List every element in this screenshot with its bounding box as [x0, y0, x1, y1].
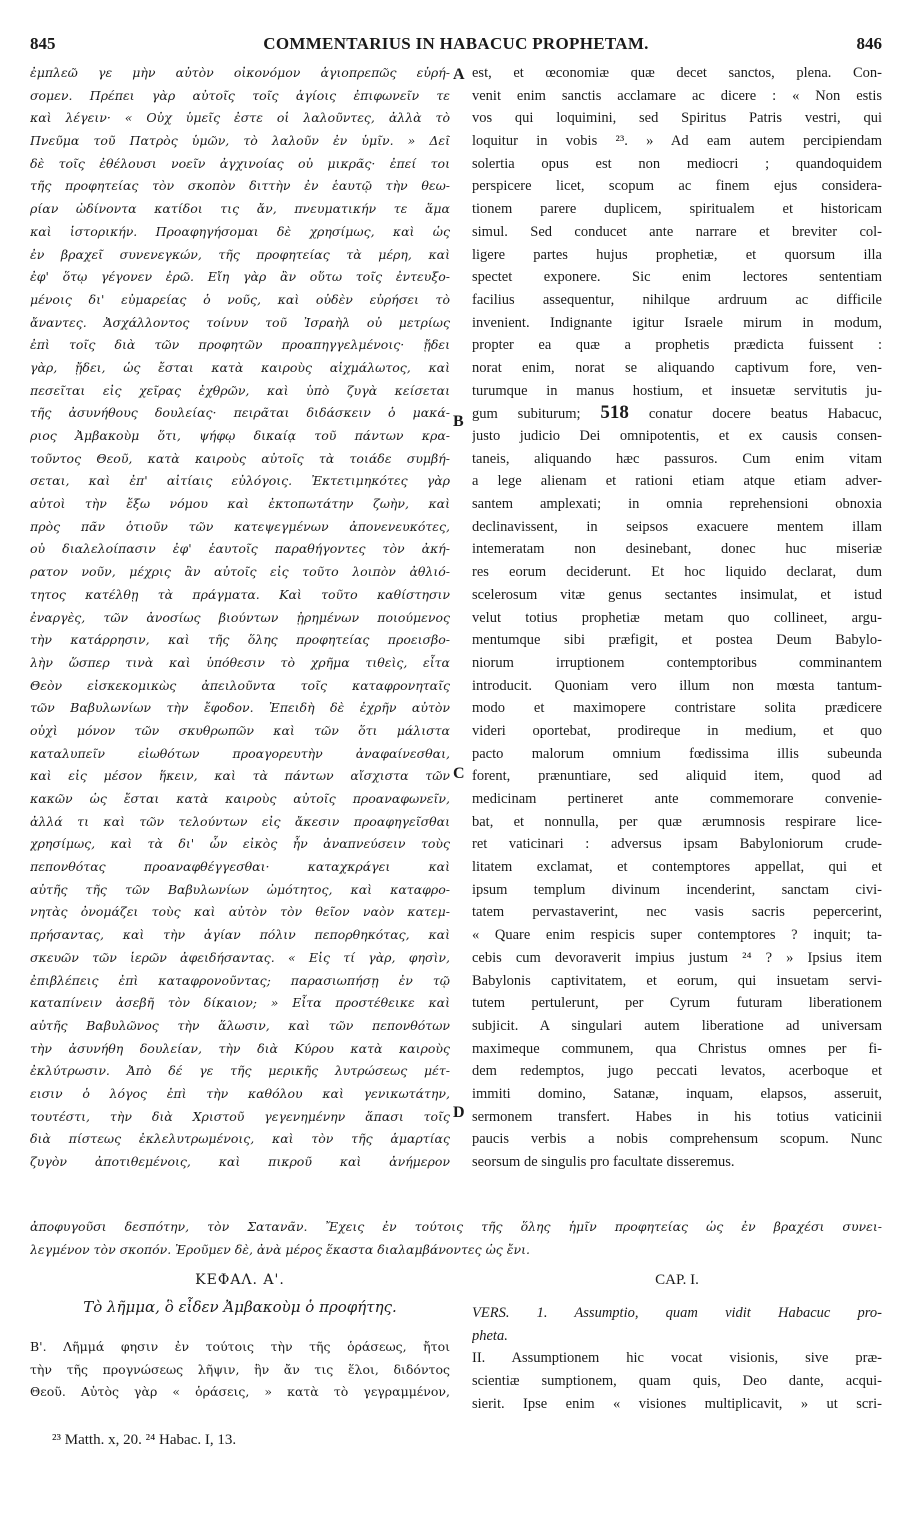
text-line: mentumque sibi præfigit, et postea Deum Babylo-	[472, 632, 882, 649]
text-line: scientiæ sumptionem, quam quis, Deo dante, acqui-	[472, 1373, 882, 1390]
text-line: Babylonis captivitatem, et eorum, qui insuetam servi-	[472, 972, 882, 989]
latin-column	[472, 62, 882, 1174]
column-number: 518	[600, 402, 629, 424]
text-line: litatem exclamat, et contemptores appellat, qui et	[472, 859, 882, 876]
text-line: spectet exponere. Sic enim lectores sententiam	[472, 269, 882, 286]
text-line: τὴν ἀσυνήθη δουλείαν, τὴν διὰ Κύρου κατὰ καιροὺς	[30, 1040, 450, 1056]
text-line: Θεὸν εἰσκεκομικὼς ἀπειλοῦντα τοῖς καταφρονηταῖς	[30, 677, 450, 693]
text-line: Β'. Λῆμμά φησιν ἐν τούτοις τὴν τῆς ὁράσεως, ἤτοι	[30, 1339, 450, 1354]
text-line: νητὰς ὀνομάζει τοὺς καὶ αὐτὸν τὸν θεῖον ναὸν κατεμ-	[30, 904, 450, 920]
text-line: τῆς ἀσυνήθους δουλείας· πειρᾶται διδάσκειν ὁ μακά-	[30, 405, 450, 421]
text-line: κακῶν ὡς ἔσται κατὰ καιροὺς αὐτοῖς προαναφωνεῖν,	[30, 791, 450, 806]
text-line: τῆς προφητείας τὸν σκοπὸν διττὴν ἐν ἑαυτῷ τὴν θεω-	[30, 178, 450, 194]
text-line: Θεοῦ. Αὐτὸς γὰρ « ὁράσεις, » κατὰ τὸ γεγραμμένον,	[30, 1384, 450, 1400]
text-line: καὶ εἰς μέσον ἥκειν, καὶ τὰ πάντων αἴσχιστα τῶν	[30, 768, 450, 784]
text-line: loquitur in vobis ²³. » Ad eam autem percipiendam	[472, 133, 882, 150]
text-line: seorsum de singulis pro facultate disseremus.	[472, 1154, 735, 1170]
text-line: taneis, aliquando hæc passuros. Cum enim vitam	[472, 450, 882, 467]
text-line: δὲ τοῖς ἐθέλουσι νοεῖν ἀγχινοίας οὐ μικρᾶς· ἐπεί τοι	[30, 155, 450, 171]
text-line: norat enim, norat se aliquando captivum fore, ven-	[472, 359, 882, 376]
text-line: ἐν βραχεῖ συνενεγκών, τῆς προφητείας τὰ μέρη, καὶ	[30, 246, 450, 262]
text-line: pacto malorum omnium fœdissima illis subeunda	[472, 745, 882, 762]
text-line: subjicit. A singulari autem liberatione ad universam	[472, 1017, 882, 1034]
text-line: pheta.	[472, 1327, 508, 1344]
text-line: ἀλλά τι καὶ τῶν τελούντων εἰς ἄκεσιν προαφηγεῖσθαι	[30, 813, 450, 829]
text-line: τητος κατέλθῃ τὰ πράγματα. Καὶ τοῦτο καθίστησιν	[30, 586, 450, 602]
text-line: ζυγὸν ἀποτιθεμένοις, καὶ πικροῦ καὶ ἀνήμερον	[30, 1154, 450, 1169]
text-line: καταπίνειν ἀσεβῆ τὸν δίκαιον; » Εἶτα προστέθεικε καὶ	[30, 995, 450, 1011]
text-line: ἐκλύτρωσιν. Ἀπὸ δέ γε τῆς μερικῆς λυτρώσεως μέτ-	[30, 1063, 450, 1079]
text-line: λεγμένον τὸν σκοπόν. Ἐροῦμεν δὲ, ἀνὰ μέρος ἕκαστα διαλαμβάνοντες ὡς ἔνι.	[30, 1241, 530, 1257]
text-line: σεται, καὶ ἐπ' αἰτίαις εὐλόγοις. Ἐκτετιμηκότες γὰρ	[30, 473, 450, 489]
text-line: medicinam pertineret ante commemorare convenie-	[472, 791, 882, 807]
text-line: ἄναντες. Ἀσχάλλοντος τοίνυν τοῦ Ἰσραὴλ οὐ μετρίως	[30, 314, 450, 330]
text-line: forent, prænuntiare, sed aliquid item, quod ad	[472, 768, 882, 785]
text-line: turumque in manus hostium, et insuetæ servitutis ju-	[472, 382, 882, 399]
text-line: niorum irruptionem contemptoribus comminantem	[472, 654, 882, 671]
text-line: tatem pervastaverint, nec vasis sacris pepercerint,	[472, 904, 882, 921]
text-line: solertia opus est non mediocri ; quandoquidem	[472, 155, 882, 172]
text-line: a lege alienam et rationi etiam atque etiam adver-	[472, 473, 882, 490]
text-line: modo et maximopere contristare solita prædicere	[472, 700, 882, 717]
text-line: αὐτῆς Βαβυλῶνος τὴν ἅλωσιν, καὶ τῶν πεπονθότων	[30, 1017, 450, 1033]
text-line: santem amplexati; in omnia reprehensioni obnoxia	[472, 496, 882, 513]
text-line: γὰρ, ᾔδει, ὡς ἔσται κατὰ καιροὺς αἰχμάλωτος, καὶ	[30, 359, 450, 375]
text-line: αὐτῆς τῆς τῶν Βαβυλωνίων ὠμότητος, καὶ καταφρο-	[30, 881, 450, 897]
text-line: λὴν ὥσπερ τινὰ καὶ ὑπόθεσιν τὸ χρῆμα τιθεὶς, εἶτα	[30, 654, 450, 670]
text-line: διὰ πίστεως ἐκλελυτρωμένοις, καὶ τὸν τῆς ἁμαρτίας	[30, 1131, 450, 1147]
text-line: ligere partes hujus prophetiæ, et quorsum illa	[472, 246, 882, 263]
text-line: tutem pertulerunt, per Cyrum futuram liberationem	[472, 995, 882, 1012]
text-line: immiti domino, Satanæ, inquam, elapsos, asseruit,	[472, 1085, 882, 1102]
text-line: αὐτοὶ τὴν ἔξω νόμου καὶ ἐκτοπωτάτην ζωὴν, καὶ	[30, 496, 450, 512]
text-line: ipsum templum divinum incenderint, sanctam civi-	[472, 881, 882, 898]
text-line: videri oportebat, prodireque in medium, et quo	[472, 722, 882, 739]
text-line: « Quare enim respicis super contemptores ? inquit; ta-	[472, 927, 882, 944]
text-line: οὐ διαλελοίπασιν ἐφ' ἑαυτοῖς παραθήγοντες τὸν ἀκή-	[30, 541, 450, 557]
text-line	[472, 402, 882, 425]
text-line: καὶ ἱστορικήν. Προαφηγήσομαι δὲ χρησίμως, καὶ ὡς	[30, 223, 450, 239]
text-line: res eorum deciderunt. Et hoc liquido declarat, dum	[472, 564, 882, 581]
text-line: simul. Sed conducet ante narrare et breviter col-	[472, 223, 882, 240]
text-line: τῶν Βαβυλωνίων τὴν ἔφοδον. Ἐπειδὴ δὲ ἐχρῆν αὐτὸν	[30, 700, 450, 716]
text-line: sierit. Ipse enim « visiones multiplicavit, » ut scri-	[472, 1395, 882, 1412]
text-line: ἐμπλεῶ γε μὴν αὐτὸν οἰκονόμον ἁγιοπρεπῶς εὑρή-	[30, 65, 450, 80]
chapter-title-latin: CAP. I.	[655, 1272, 699, 1288]
text-line: ρατον νοῦν, μέχρις ἂν αὐτοῖς εἰς τοῦτο λοιπὸν ἀθλιό-	[30, 564, 450, 580]
text-line: perspicere licet, scopum ac finem ejus considera-	[472, 178, 882, 195]
page-header	[30, 34, 882, 58]
running-title: COMMENTARIUS IN HABACUC PROPHETAM.	[263, 34, 649, 53]
text-line: πεσεῖται εἰς χεῖρας ἐχθρῶν, καὶ ὑπὸ ζυγὰ κείσεται	[30, 382, 450, 398]
text-line: πρὸς πᾶν ὁτιοῦν τῶν κατεψεγμένων ἀπονενευκότες,	[30, 518, 450, 534]
text-line: τὴν κατάρρησιν, καὶ τῆς ὅλης προφητείας προεισβο-	[30, 632, 450, 648]
text-line: ἐπὶ τοῖς διὰ τῶν προφητῶν προαπηγγελμένοις· ᾔδει	[30, 337, 450, 353]
footnotes: ²³ Matth. x, 20. ²⁴ Habac. I, 13.	[52, 1432, 237, 1448]
text-line-part: conatur docere beatus Habacuc,	[648, 406, 882, 423]
text-line: τὴν τῆς προγνώσεως λῆψιν, ἣν ἄν τις ἕλοι, διδόντος	[30, 1361, 450, 1377]
text-line: maximeque communem, qua Christus omnes per fi-	[472, 1040, 882, 1057]
chapter-lemma-greek: Τὸ λῆμμα, ὃ εἶδεν Ἀμβακοὺμ ὁ προφήτης.	[83, 1298, 397, 1316]
text-line: dem redemptos, jugo peccati levatos, acerboque et	[472, 1063, 882, 1080]
text-line: bat, et nonnulla, per quæ ærumnosis respirare lice-	[472, 813, 882, 830]
text-line: ἐφ' ὅτῳ γέγονεν ἐρῶ. Εἴη γὰρ ἂν οὕτω τοῖς ἐντευξο-	[30, 269, 450, 285]
text-line: σομεν. Πρέπει γὰρ αὐτοῖς τοῖς ἁγίοις ἐπιφωνεῖν τε	[30, 87, 450, 103]
text-line: facilius assequentur, nihilque ardruum ac difficile	[472, 291, 882, 308]
text-line: μένοις δι' εὐμαρείας ὁ νοῦς, καὶ οὐδὲν εὑρήσει τὸ	[30, 291, 450, 307]
page-number-right: 846	[856, 34, 882, 53]
greek-column	[30, 62, 450, 1174]
greek-commentary-start	[30, 1336, 450, 1404]
section-marker-d: D	[453, 1104, 465, 1121]
text-line: ρίαν ὠδίνοντα κατίδοι τις ἄν, πνευματικήν τε ἅμα	[30, 201, 450, 217]
page-number-left: 845	[30, 34, 56, 53]
text-line: est, et œconomiæ quæ decet sanctos, plena. Con-	[472, 65, 882, 81]
text-line: velut totius prophetiæ metam quo collineet, argu-	[472, 609, 882, 626]
text-line: οὐχὶ μόνον τῶν σκυθρωπῶν καὶ τῶν ὅτι μάλιστα	[30, 722, 450, 738]
text-line: ριος Ἀμβακοὺμ ὅτι, ψήφῳ δικαίᾳ τοῦ πάντων κρα-	[30, 428, 450, 443]
text-line: invenient. Indignante igitur Israele mirum in modum,	[472, 314, 882, 331]
latin-commentary-start	[472, 1302, 882, 1415]
text-line: καὶ λέγειν· « Οὐχ ὑμεῖς ἐστε οἱ λαλοῦντες, ἀλλὰ τὸ	[30, 110, 450, 126]
text-line: καταλυπεῖν εἰωθότων προαγορευτὴν ἀναφαίνεσθαι,	[30, 745, 450, 761]
text-line: paucis verbis a nobis comprehensum scopum. Nunc	[472, 1131, 882, 1148]
text-line: vos qui loquimini, sed Spiritus Patris vestri, qui	[472, 110, 882, 127]
text-line: Πνεῦμα τοῦ Πατρὸς ὑμῶν, τὸ λαλοῦν ἐν ὑμῖν. » Δεῖ	[30, 133, 450, 149]
text-line: venit enim sanctis acclamare ac dicere : « Non estis	[472, 87, 882, 104]
text-line: εισιν ὁ λόγος ἐπὶ τὴν καθόλου καὶ γενικωτάτην,	[30, 1085, 450, 1101]
text-line: intemeratam non desinebant, donec huc miseriæ	[472, 541, 882, 558]
text-line: ἀποφυγοῦσι δεσπότην, τὸν Σατανᾶν. Ἔχεις ἐν τούτοις τῆς ὅλης ἡμῖν προφητείας ὡς ἐν βραχέσι συνει-	[30, 1219, 882, 1234]
text-line: justo judicio Dei omnipotentis, et ex causis consen-	[472, 428, 882, 444]
text-line: propter ea quæ a prophetis prædicta fuissent :	[472, 337, 882, 354]
section-marker-c: C	[453, 765, 465, 782]
greek-spanning-lines	[30, 1216, 882, 1261]
text-line: τουτέστι, τὴν διὰ Χριστοῦ γεγενημένην ἅπασι τοῖς	[30, 1108, 450, 1124]
text-line: ἐναργὲς, τῶν ἀνοσίως βιούντων ᾐρημένων ποιούμενος	[30, 609, 450, 625]
text-line: σκευῶν τῶν ἱερῶν ἀφειδήσαντας. « Εἰς τί γὰρ, φησὶν,	[30, 949, 450, 965]
text-line: χρησίμως, καὶ τὰ δι' ὧν εἰκὸς ἦν ἀναπνεύσειν τοὺς	[30, 836, 450, 852]
text-line-part: gum subiturum;	[472, 406, 581, 423]
text-line: declinavissent, in seipsos exacuere mentem illam	[472, 518, 882, 535]
text-line: ἐπιβλέπεις ἐπὶ καταφρονοῦντας; παρασιωπήσῃ ἐν τῷ	[30, 972, 450, 988]
text-line: VERS. 1. Assumptio, quam vidit Habacuc pro-	[472, 1305, 882, 1321]
text-line: πεπονθότας προαναφθέγγεσθαι· καταχκράγει καὶ	[30, 859, 450, 875]
chapter-title-greek: ΚΕΦΑΛ. Α'.	[195, 1272, 285, 1288]
text-line: scelerosum vitæ genus sectantes insimulat, et istud	[472, 586, 882, 603]
text-line: tionem parere duplicem, spiritualem et historicam	[472, 201, 882, 218]
text-line: τοῦντος Θεοῦ, κατὰ καιροὺς αὐτοῖς τὰ τοιάδε συμβή-	[30, 450, 450, 466]
text-line: introducit. Quoniam vero illum non mœsta tantum-	[472, 677, 882, 694]
section-marker-b: B	[453, 413, 464, 430]
text-line: πρήσαντας, καὶ τὴν ἁγίαν πόλιν πεπορθηκότας, καὶ	[30, 927, 450, 943]
text-line: ret vaticinari : adversus ipsam Babyloniorum crude-	[472, 836, 882, 853]
text-line: II. Assumptionem hic vocat visionis, sive præ-	[472, 1350, 882, 1367]
section-marker-a: A	[453, 66, 465, 83]
text-line: cebis cum devoraverit impius justum ²⁴ ? » Ipsius item	[472, 949, 882, 966]
text-line: sermonem transfert. Habes in his totius vaticinii	[472, 1108, 882, 1125]
